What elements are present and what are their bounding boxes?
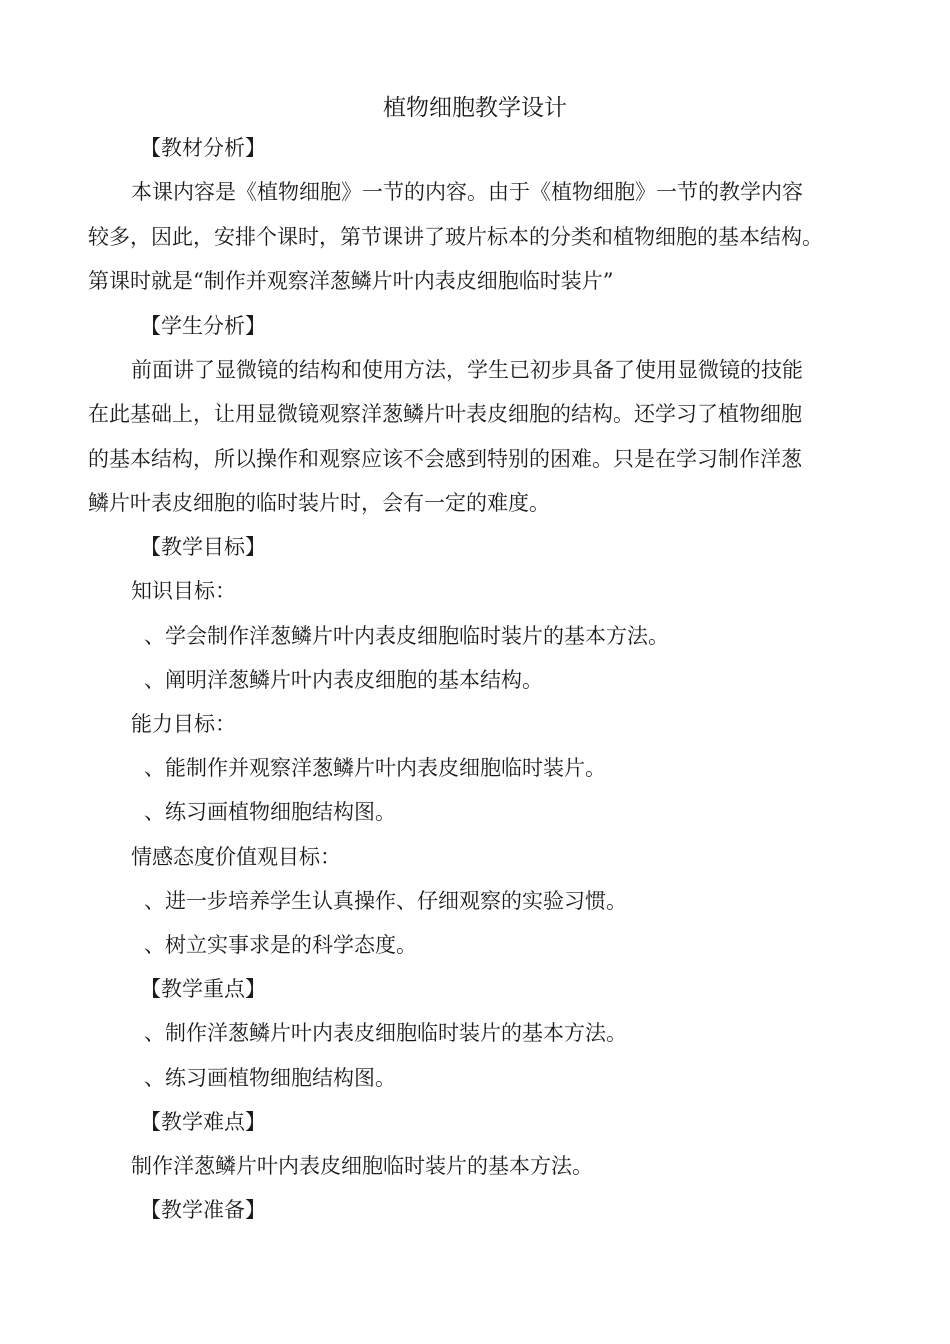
list-item: 、学会制作洋葱鳞片叶内表皮细胞临时装片的基本方法。 xyxy=(144,624,669,648)
paragraph-line: 在此基础上，让用显微镜观察洋葱鳞片叶表皮细胞的结构。还学习了植物细胞 xyxy=(88,402,802,426)
subheading-emotion-goals: 情感态度价值观目标： xyxy=(131,845,341,869)
section-heading-preparation: 【教学准备】 xyxy=(140,1198,266,1222)
paragraph-line: 前面讲了显微镜的结构和使用方法，学生已初步具备了使用显微镜的技能 xyxy=(131,358,803,382)
paragraph-line: 的基本结构，所以操作和观察应该不会感到特别的困难。只是在学习制作洋葱 xyxy=(88,447,802,471)
paragraph-line: 本课内容是《植物细胞》一节的内容。由于《植物细胞》一节的教学内容 xyxy=(131,180,803,204)
list-item: 、练习画植物细胞结构图。 xyxy=(144,1066,396,1090)
list-item: 、制作洋葱鳞片叶内表皮细胞临时装片的基本方法。 xyxy=(144,1021,627,1045)
subheading-ability-goals: 能力目标： xyxy=(131,712,236,736)
document-title: 植物细胞教学设计 xyxy=(383,95,567,121)
list-item: 、树立实事求是的科学态度。 xyxy=(144,933,417,957)
list-item: 、进一步培养学生认真操作、仔细观察的实验习惯。 xyxy=(144,889,627,913)
paragraph-line: 较多，因此，安排个课时，第节课讲了玻片标本的分类和植物细胞的基本结构。 xyxy=(88,225,823,249)
paragraph-line: 制作洋葱鳞片叶内表皮细胞临时装片的基本方法。 xyxy=(131,1154,593,1178)
section-heading-difficulties: 【教学难点】 xyxy=(140,1110,266,1134)
section-heading-teaching-goals: 【教学目标】 xyxy=(140,535,266,559)
section-heading-key-points: 【教学重点】 xyxy=(140,977,266,1001)
subheading-knowledge-goals: 知识目标： xyxy=(131,579,236,603)
list-item: 、能制作并观察洋葱鳞片叶内表皮细胞临时装片。 xyxy=(144,756,606,780)
list-item: 、练习画植物细胞结构图。 xyxy=(144,800,396,824)
section-heading-material-analysis: 【教材分析】 xyxy=(140,136,266,160)
paragraph-line: 第课时就是“制作并观察洋葱鳞片叶内表皮细胞临时装片” xyxy=(88,269,614,293)
section-heading-student-analysis: 【学生分析】 xyxy=(140,314,266,338)
list-item: 、阐明洋葱鳞片叶内表皮细胞的基本结构。 xyxy=(144,668,543,692)
paragraph-line: 鳞片叶表皮细胞的临时装片时，会有一定的难度。 xyxy=(88,491,550,515)
